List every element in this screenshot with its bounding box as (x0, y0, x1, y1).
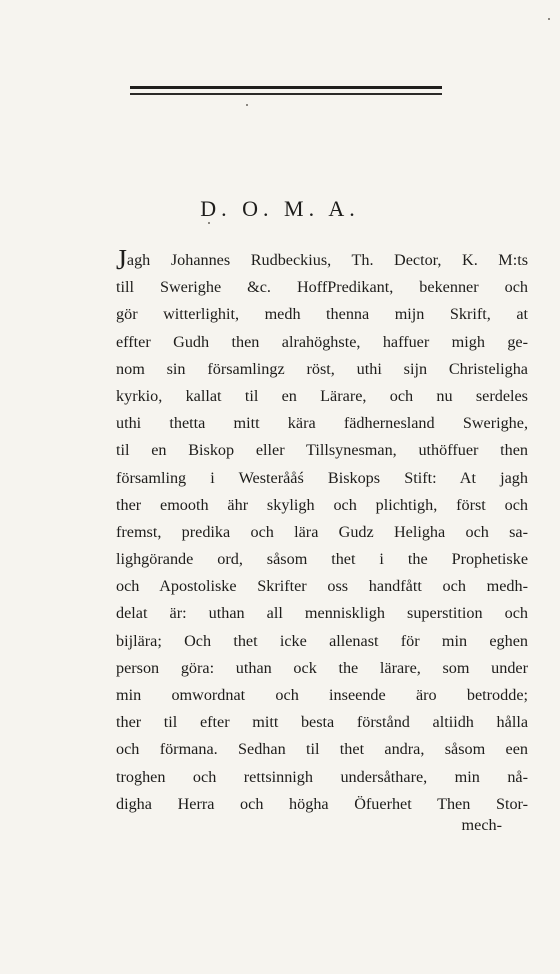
text-line: person göra: uthan ock the lärare, som under (116, 658, 528, 677)
body-text (116, 247, 528, 818)
first-line-text: agh Johannes Rudbeckius, Th. Dector, K. M:ts (126, 251, 528, 269)
paper-speck (548, 18, 550, 20)
text-line: kyrkio, kallat til en Lärare, och nu serdeles (116, 386, 528, 405)
text-line: uthi thetta mitt kära fädhernesland Swerighe, (116, 414, 528, 433)
text-line (116, 247, 528, 274)
paper-speck (208, 222, 210, 224)
text-line: fremst, predika och lära Gudz Heligha och sa- (116, 522, 528, 541)
text-line: ther til efter mitt besta förstånd altiidh hålla (116, 713, 528, 732)
catchword: mech- (461, 816, 502, 834)
text-line: delat är: uthan all menniskligh superstition och (116, 604, 528, 623)
text-line: nom sin församlingz röst, uthi sijn Christeligha (116, 359, 528, 378)
text-line: ther emooth ähr skyligh och plichtigh, först och (116, 495, 528, 514)
text-line: min omwordnat och inseende äro betrodde; (116, 686, 528, 704)
text-line: gör witterlighit, medh thenna mijn Skrift, at (116, 305, 528, 324)
header-rule-thin (130, 93, 442, 95)
text-line: til en Biskop eller Tillsynesman, uthöffuer then (116, 441, 528, 460)
text-line: och förmana. Sedhan til thet andra, såsom een (116, 740, 528, 759)
page-title: D. O. M. A. (200, 196, 360, 221)
paper-speck (246, 104, 248, 106)
text-line: troghen och rettsinnigh undersåthare, min nå- (116, 767, 528, 786)
dropcap: J (116, 247, 127, 275)
text-line: och Apostoliske Skrifter oss handfått och medh- (116, 577, 528, 596)
text-line: lighgörande ord, såsom thet i the Prophetiske (116, 550, 528, 569)
text-line: till Swerighe &c. HoffPredikant, bekenner och (116, 278, 528, 297)
header-rule-thick (130, 86, 442, 89)
text-line: församling i Westerååś Biskops Stift: At jagh (116, 468, 528, 487)
text-line: bijlära; Och thet icke allenast för min eghen (116, 631, 528, 650)
text-line: effter Gudh then alrahöghste, haffuer migh ge- (116, 332, 528, 351)
text-line: digha Herra och högha Öfuerhet Then Stor- (116, 794, 528, 813)
